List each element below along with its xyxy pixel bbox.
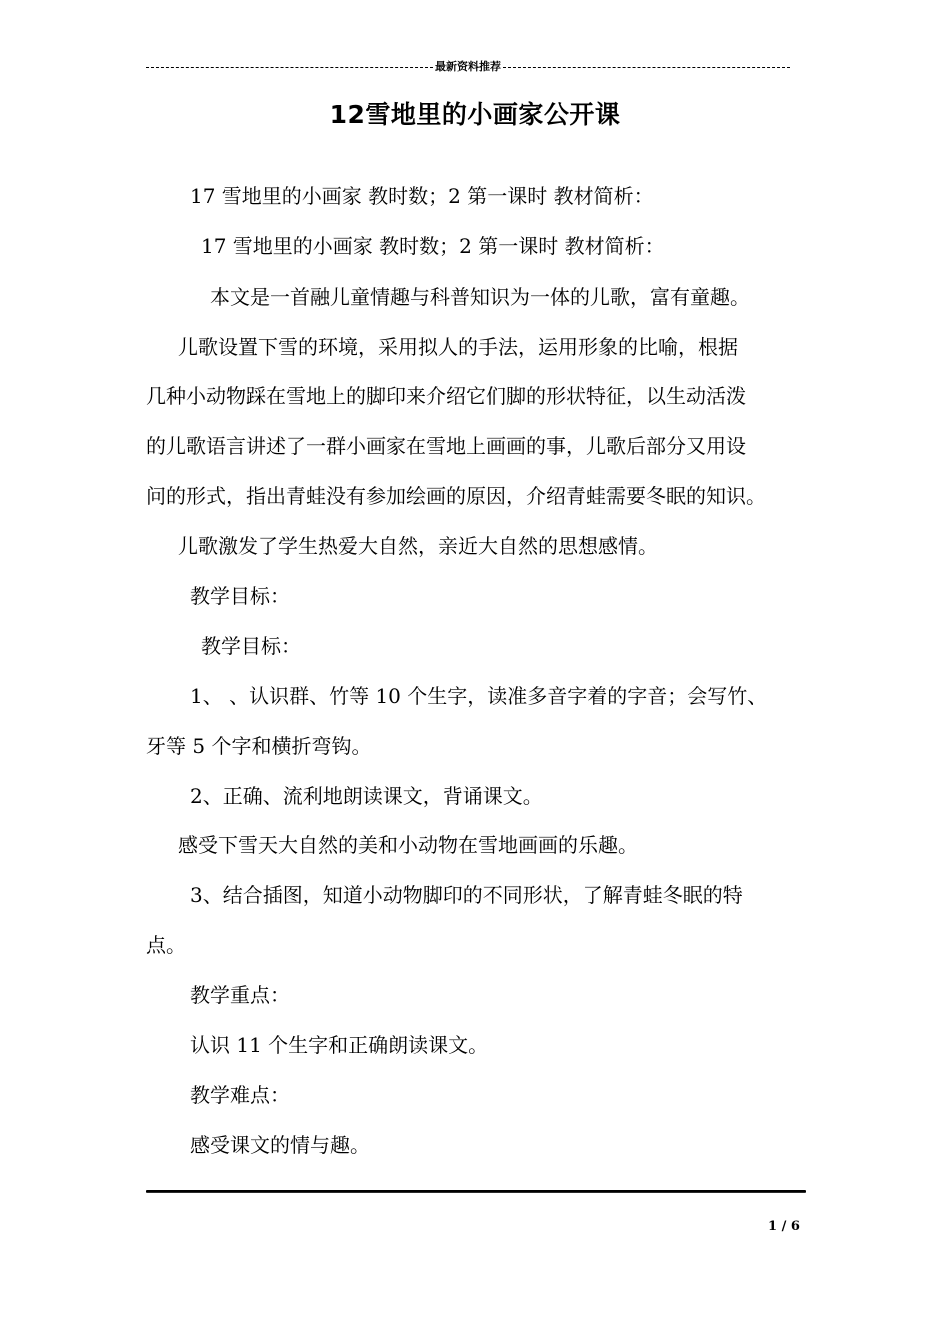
body-paragraph-line: 儿歌设置下雪的环境，采用拟人的手法，运用形象的比喻，根据 — [178, 335, 738, 359]
lesson-info-line: 17 雪地里的小画家 教时数；2 第一课时 教材简析： — [201, 234, 665, 258]
objective-line: 点。 — [146, 933, 186, 957]
body-paragraph-line: 本文是一首融儿童情趣与科普知识为一体的儿歌，富有童趣。 — [210, 285, 750, 309]
objective-line: 2、正确、流利地朗读课文，背诵课文。 — [190, 784, 543, 808]
footer-rule — [146, 1190, 806, 1193]
objective-line: 牙等 5 个字和横折弯钩。 — [146, 734, 372, 758]
header-dash-right — [503, 67, 790, 68]
objective-line: 3、结合插图，知道小动物脚印的不同形状，了解青蛙冬眠的特 — [190, 883, 743, 907]
body-paragraph-line: 的儿歌语言讲述了一群小画家在雪地上画画的事，儿歌后部分又用设 — [146, 434, 746, 458]
body-paragraph-line: 几种小动物踩在雪地上的脚印来介绍它们脚的形状特征，以生动活泼 — [146, 384, 746, 408]
section-heading: 教学重点： — [190, 983, 290, 1007]
header-label: 最新资料推荐 — [435, 60, 501, 73]
objective-line: 1、 、认识群、竹等 10 个生字，读准多音字着的字音；会写竹、 — [190, 684, 768, 708]
body-paragraph-line: 问的形式，指出青蛙没有参加绘画的原因，介绍青蛙需要冬眠的知识。 — [146, 484, 766, 508]
lesson-info-line: 17 雪地里的小画家 教时数；2 第一课时 教材简析： — [190, 184, 654, 208]
document-title: 12雪地里的小画家公开课 — [329, 100, 621, 129]
difficulty-line: 感受课文的情与趣。 — [190, 1133, 370, 1157]
section-heading: 教学目标： — [190, 584, 290, 608]
objective-line: 感受下雪天大自然的美和小动物在雪地画画的乐趣。 — [178, 833, 638, 857]
header-dash-left — [146, 67, 433, 68]
key-point-line: 认识 11 个生字和正确朗读课文。 — [190, 1033, 489, 1057]
page-number: 1 / 6 — [768, 1219, 800, 1234]
section-heading: 教学目标： — [201, 634, 301, 658]
section-heading: 教学难点： — [190, 1083, 290, 1107]
body-paragraph-line: 儿歌激发了学生热爱大自然，亲近大自然的思想感情。 — [178, 534, 658, 558]
page-header — [146, 58, 790, 74]
